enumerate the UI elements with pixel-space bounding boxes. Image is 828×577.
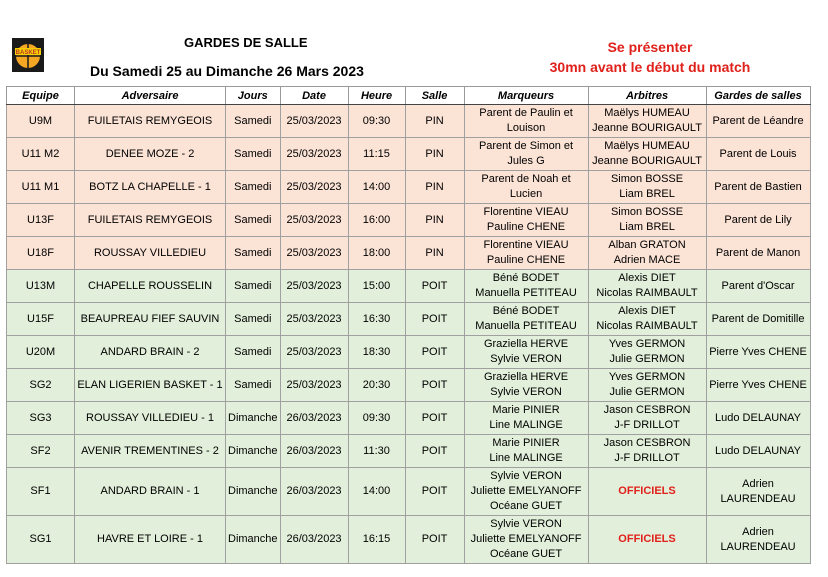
cell-equipe: SG3 bbox=[7, 402, 75, 435]
cell-line: Sylvie VERON bbox=[490, 470, 562, 482]
cell-line: Jason CESBRON bbox=[603, 437, 691, 449]
cell-equipe: U20M bbox=[7, 336, 75, 369]
table-row bbox=[7, 171, 811, 204]
cell-adversaire: FUILETAIS REMYGEOIS bbox=[75, 204, 226, 237]
cell-marqueurs bbox=[464, 105, 588, 138]
cell-line: Pierre Yves CHENE bbox=[709, 345, 807, 358]
cell-jours: Dimanche bbox=[226, 402, 281, 435]
cell-jours: Dimanche bbox=[226, 435, 281, 468]
cell-salle: PIN bbox=[405, 171, 464, 204]
cell-line: Béné BODET bbox=[492, 305, 560, 317]
cell-arbitres bbox=[588, 204, 706, 237]
cell-heure: 16:15 bbox=[348, 516, 405, 564]
cell-line: Marie PINIER bbox=[492, 404, 560, 416]
cell-equipe: U13M bbox=[7, 270, 75, 303]
cell-arbitres bbox=[588, 369, 706, 402]
cell-heure: 18:00 bbox=[348, 237, 405, 270]
cell-heure: 11:30 bbox=[348, 435, 405, 468]
cell-line: Alexis DIET bbox=[618, 305, 676, 317]
cell-gardes bbox=[706, 204, 810, 237]
column-header: Gardes de salles bbox=[706, 87, 810, 105]
cell-line: Sylvie VERON bbox=[490, 386, 562, 398]
cell-gardes bbox=[706, 237, 810, 270]
cell-date: 25/03/2023 bbox=[280, 105, 348, 138]
cell-line: Juliette EMELYANOFF bbox=[470, 533, 582, 545]
cell-line: Nicolas RAIMBAULT bbox=[596, 320, 698, 332]
cell-line: Parent de Simon et bbox=[478, 140, 574, 152]
cell-line: Lucien bbox=[509, 188, 543, 200]
cell-date: 26/03/2023 bbox=[280, 402, 348, 435]
cell-line: Florentine VIEAU bbox=[483, 206, 569, 218]
cell-adversaire: ROUSSAY VILLEDIEU bbox=[75, 237, 226, 270]
cell-salle: POIT bbox=[405, 516, 464, 564]
cell-line: Alexis DIET bbox=[618, 272, 676, 284]
cell-equipe: SG1 bbox=[7, 516, 75, 564]
cell-date: 25/03/2023 bbox=[280, 303, 348, 336]
cell-line: Parent d'Oscar bbox=[721, 279, 795, 292]
cell-line: Julie GERMON bbox=[609, 386, 685, 398]
cell-marqueurs bbox=[464, 435, 588, 468]
schedule-table bbox=[6, 86, 811, 564]
cell-heure: 11:15 bbox=[348, 138, 405, 171]
cell-line: Parent de Léandre bbox=[712, 114, 804, 127]
cell-marqueurs bbox=[464, 336, 588, 369]
cell-jours: Samedi bbox=[226, 237, 281, 270]
cell-jours: Dimanche bbox=[226, 516, 281, 564]
cell-adversaire: BOTZ LA CHAPELLE - 1 bbox=[75, 171, 226, 204]
cell-salle: POIT bbox=[405, 336, 464, 369]
cell-line: Line MALINGE bbox=[489, 452, 563, 464]
cell-gardes bbox=[706, 138, 810, 171]
cell-heure: 09:30 bbox=[348, 105, 405, 138]
cell-arbitres bbox=[588, 237, 706, 270]
cell-equipe: U15F bbox=[7, 303, 75, 336]
cell-heure: 20:30 bbox=[348, 369, 405, 402]
column-header: Date bbox=[280, 87, 348, 105]
cell-marqueurs bbox=[464, 171, 588, 204]
club-logo bbox=[6, 30, 50, 80]
table-row bbox=[7, 468, 811, 516]
cell-heure: 16:30 bbox=[348, 303, 405, 336]
cell-gardes bbox=[706, 402, 810, 435]
column-header: Equipe bbox=[7, 87, 75, 105]
cell-salle: PIN bbox=[405, 204, 464, 237]
cell-adversaire: HAVRE ET LOIRE - 1 bbox=[75, 516, 226, 564]
cell-line: Océane GUET bbox=[489, 548, 563, 560]
cell-equipe: U13F bbox=[7, 204, 75, 237]
cell-line: OFFICIELS bbox=[618, 533, 676, 545]
cell-line: J-F DRILLOT bbox=[614, 419, 680, 431]
column-header: Jours bbox=[226, 87, 281, 105]
cell-line: Océane GUET bbox=[489, 500, 563, 512]
cell-line: Maëlys HUMEAU bbox=[604, 140, 690, 152]
page-title: GARDES DE SALLE bbox=[184, 35, 308, 50]
cell-heure: 14:00 bbox=[348, 468, 405, 516]
cell-line: Parent de Domitille bbox=[711, 312, 805, 325]
cell-jours: Samedi bbox=[226, 138, 281, 171]
cell-line: Ludo DELAUNAY bbox=[715, 444, 802, 457]
cell-line: Pierre Yves CHENE bbox=[709, 378, 807, 391]
cell-jours: Samedi bbox=[226, 204, 281, 237]
cell-gardes bbox=[706, 303, 810, 336]
cell-heure: 14:00 bbox=[348, 171, 405, 204]
table-row bbox=[7, 204, 811, 237]
notice-line-1: Se présenter bbox=[607, 39, 693, 55]
cell-arbitres bbox=[588, 402, 706, 435]
cell-gardes bbox=[706, 270, 810, 303]
cell-marqueurs bbox=[464, 516, 588, 564]
cell-line: Jason CESBRON bbox=[603, 404, 691, 416]
cell-line: Adrien MACE bbox=[613, 254, 681, 266]
cell-date: 26/03/2023 bbox=[280, 468, 348, 516]
cell-line: Manuella PETITEAU bbox=[475, 287, 577, 299]
cell-marqueurs bbox=[464, 138, 588, 171]
cell-line: Sylvie VERON bbox=[490, 353, 562, 365]
cell-arbitres bbox=[588, 468, 706, 516]
cell-line: LAURENDEAU bbox=[720, 540, 796, 553]
cell-heure: 15:00 bbox=[348, 270, 405, 303]
cell-line: Sylvie VERON bbox=[490, 518, 562, 530]
cell-line: Line MALINGE bbox=[489, 419, 563, 431]
cell-jours: Samedi bbox=[226, 270, 281, 303]
cell-salle: PIN bbox=[405, 105, 464, 138]
cell-salle: POIT bbox=[405, 270, 464, 303]
cell-heure: 18:30 bbox=[348, 336, 405, 369]
cell-line: Juliette EMELYANOFF bbox=[470, 485, 582, 497]
page-subtitle: Du Samedi 25 au Dimanche 26 Mars 2023 bbox=[90, 63, 364, 79]
cell-line: Parent de Manon bbox=[715, 246, 801, 259]
cell-line: Béné BODET bbox=[492, 272, 560, 284]
column-header: Salle bbox=[405, 87, 464, 105]
column-header: Marqueurs bbox=[464, 87, 588, 105]
cell-marqueurs bbox=[464, 369, 588, 402]
notice-line-2: 30mn avant le début du match bbox=[549, 59, 751, 75]
cell-line: Parent de Louis bbox=[719, 147, 797, 160]
cell-salle: PIN bbox=[405, 237, 464, 270]
cell-date: 25/03/2023 bbox=[280, 171, 348, 204]
cell-line: Alban GRATON bbox=[608, 239, 686, 251]
cell-gardes bbox=[706, 105, 810, 138]
table-row bbox=[7, 402, 811, 435]
cell-adversaire: ANDARD BRAIN - 1 bbox=[75, 468, 226, 516]
header-row bbox=[7, 87, 811, 105]
cell-gardes bbox=[706, 516, 810, 564]
cell-equipe: U11 M1 bbox=[7, 171, 75, 204]
cell-marqueurs bbox=[464, 468, 588, 516]
cell-arbitres bbox=[588, 336, 706, 369]
cell-adversaire: DENEE MOZE - 2 bbox=[75, 138, 226, 171]
cell-salle: PIN bbox=[405, 138, 464, 171]
cell-arbitres bbox=[588, 171, 706, 204]
cell-gardes bbox=[706, 369, 810, 402]
cell-gardes bbox=[706, 435, 810, 468]
cell-line: Ludo DELAUNAY bbox=[715, 411, 802, 424]
cell-line: J-F DRILLOT bbox=[614, 452, 680, 464]
cell-adversaire: ELAN LIGERIEN BASKET - 1 bbox=[75, 369, 226, 402]
cell-line: Florentine VIEAU bbox=[483, 239, 569, 251]
cell-gardes bbox=[706, 336, 810, 369]
cell-arbitres bbox=[588, 138, 706, 171]
cell-date: 26/03/2023 bbox=[280, 516, 348, 564]
cell-line: Parent de Lily bbox=[724, 213, 792, 226]
cell-line: Graziella HERVE bbox=[483, 371, 569, 383]
cell-line: Jeanne BOURIGAULT bbox=[592, 155, 702, 167]
cell-date: 25/03/2023 bbox=[280, 237, 348, 270]
table-row bbox=[7, 270, 811, 303]
cell-date: 25/03/2023 bbox=[280, 204, 348, 237]
cell-line: LAURENDEAU bbox=[720, 492, 796, 505]
table-row bbox=[7, 303, 811, 336]
cell-jours: Samedi bbox=[226, 369, 281, 402]
cell-line: Pauline CHENE bbox=[486, 221, 566, 233]
cell-jours: Samedi bbox=[226, 171, 281, 204]
cell-equipe: SF2 bbox=[7, 435, 75, 468]
table-row bbox=[7, 105, 811, 138]
cell-equipe: U11 M2 bbox=[7, 138, 75, 171]
cell-salle: POIT bbox=[405, 303, 464, 336]
logo-text: BASKET bbox=[15, 50, 41, 56]
cell-date: 26/03/2023 bbox=[280, 435, 348, 468]
table-row bbox=[7, 369, 811, 402]
column-header: Heure bbox=[348, 87, 405, 105]
cell-adversaire: AVENIR TREMENTINES - 2 bbox=[75, 435, 226, 468]
cell-line: Adrien bbox=[742, 525, 774, 538]
cell-salle: POIT bbox=[405, 435, 464, 468]
cell-adversaire: BEAUPREAU FIEF SAUVIN bbox=[75, 303, 226, 336]
schedule-body bbox=[7, 105, 811, 564]
table-row bbox=[7, 336, 811, 369]
cell-salle: POIT bbox=[405, 468, 464, 516]
cell-adversaire: ROUSSAY VILLEDIEU - 1 bbox=[75, 402, 226, 435]
cell-line: Graziella HERVE bbox=[483, 338, 569, 350]
column-header: Arbitres bbox=[588, 87, 706, 105]
cell-date: 25/03/2023 bbox=[280, 138, 348, 171]
cell-arbitres bbox=[588, 435, 706, 468]
cell-arbitres bbox=[588, 270, 706, 303]
cell-line: Simon BOSSE bbox=[610, 206, 684, 218]
cell-arbitres bbox=[588, 303, 706, 336]
cell-line: OFFICIELS bbox=[618, 485, 676, 497]
column-header: Adversaire bbox=[75, 87, 226, 105]
cell-marqueurs bbox=[464, 270, 588, 303]
cell-marqueurs bbox=[464, 237, 588, 270]
table-row bbox=[7, 237, 811, 270]
cell-line: Liam BREL bbox=[619, 188, 675, 200]
cell-jours: Dimanche bbox=[226, 468, 281, 516]
cell-date: 25/03/2023 bbox=[280, 270, 348, 303]
cell-jours: Samedi bbox=[226, 105, 281, 138]
cell-equipe: U9M bbox=[7, 105, 75, 138]
cell-line: Louison bbox=[506, 122, 546, 134]
cell-equipe: SG2 bbox=[7, 369, 75, 402]
cell-line: Simon BOSSE bbox=[610, 173, 684, 185]
table-row bbox=[7, 138, 811, 171]
cell-line: Yves GERMON bbox=[608, 371, 686, 383]
cell-adversaire: ANDARD BRAIN - 2 bbox=[75, 336, 226, 369]
cell-jours: Samedi bbox=[226, 336, 281, 369]
cell-date: 25/03/2023 bbox=[280, 369, 348, 402]
cell-line: Adrien bbox=[742, 477, 774, 490]
cell-arbitres bbox=[588, 105, 706, 138]
cell-line: Julie GERMON bbox=[609, 353, 685, 365]
cell-marqueurs bbox=[464, 303, 588, 336]
cell-equipe: U18F bbox=[7, 237, 75, 270]
cell-heure: 16:00 bbox=[348, 204, 405, 237]
cell-gardes bbox=[706, 468, 810, 516]
cell-line: Parent de Bastien bbox=[714, 180, 802, 193]
cell-marqueurs bbox=[464, 204, 588, 237]
cell-salle: POIT bbox=[405, 402, 464, 435]
cell-line: Manuella PETITEAU bbox=[475, 320, 577, 332]
cell-line: Liam BREL bbox=[619, 221, 675, 233]
cell-line: Pauline CHENE bbox=[486, 254, 566, 266]
arrival-notice bbox=[490, 37, 810, 77]
cell-adversaire: CHAPELLE ROUSSELIN bbox=[75, 270, 226, 303]
cell-arbitres bbox=[588, 516, 706, 564]
cell-line: Parent de Noah et bbox=[481, 173, 571, 185]
cell-line: Marie PINIER bbox=[492, 437, 560, 449]
cell-line: Jeanne BOURIGAULT bbox=[592, 122, 702, 134]
cell-marqueurs bbox=[464, 402, 588, 435]
table-row bbox=[7, 435, 811, 468]
cell-adversaire: FUILETAIS REMYGEOIS bbox=[75, 105, 226, 138]
cell-line: Nicolas RAIMBAULT bbox=[596, 287, 698, 299]
cell-line: Parent de Paulin et bbox=[479, 107, 573, 119]
table-row bbox=[7, 516, 811, 564]
cell-salle: POIT bbox=[405, 369, 464, 402]
cell-gardes bbox=[706, 171, 810, 204]
cell-line: Jules G bbox=[507, 155, 545, 167]
cell-jours: Samedi bbox=[226, 303, 281, 336]
cell-equipe: SF1 bbox=[7, 468, 75, 516]
cell-line: Maëlys HUMEAU bbox=[604, 107, 690, 119]
cell-date: 25/03/2023 bbox=[280, 336, 348, 369]
cell-heure: 09:30 bbox=[348, 402, 405, 435]
cell-line: Yves GERMON bbox=[608, 338, 686, 350]
